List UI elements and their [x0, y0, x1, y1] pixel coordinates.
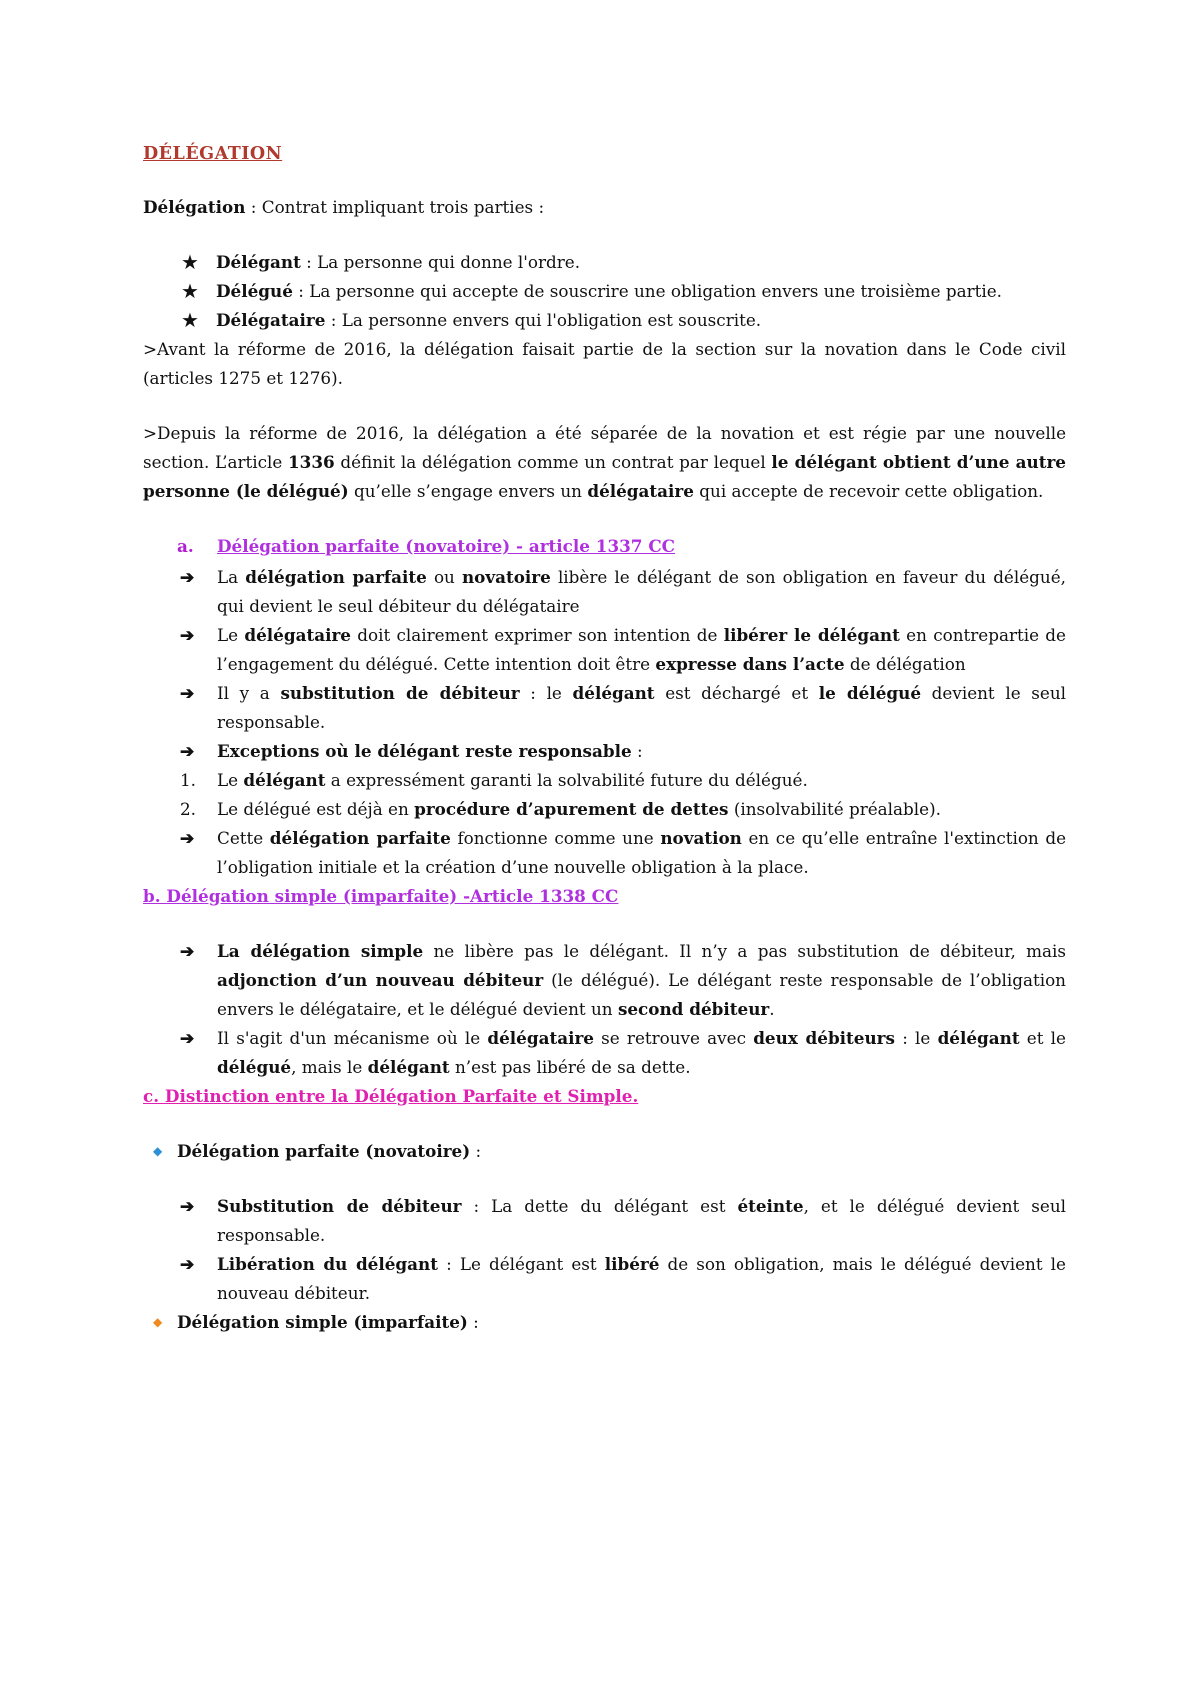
section-b-list: [143, 937, 1066, 1082]
definition-term: Délégation: [143, 197, 246, 217]
list-item: ➔ Il y a substitution de débiteur : le délégant est déchargé et le délégué devient le seul responsable.: [143, 679, 1066, 737]
list-item: ★ Délégataire : La personne envers qui l'obligation est souscrite.: [143, 306, 1066, 335]
list-item: ★ Délégant : La personne qui donne l'ordre.: [143, 248, 1066, 277]
section-a-link[interactable]: Délégation parfaite (novatoire) - article 1337 CC: [217, 536, 676, 556]
exceptions-list: [143, 766, 1066, 824]
arrow-right-icon: ➔: [180, 625, 195, 645]
section-a-marker: a.: [177, 536, 194, 556]
list-item: ➔ Exceptions où le délégant reste responsable :: [143, 737, 1066, 766]
definition-paragraph: Délégation : Contrat impliquant trois parties :: [143, 197, 545, 217]
diamond-bullet-icon: ◆: [153, 1144, 163, 1158]
list-item: ➔ Libération du délégant : Le délégant est libéré de son obligation, mais le délégué devient le nouveau débiteur.: [143, 1250, 1066, 1308]
section-b-heading: [143, 882, 1066, 911]
distinction-item-parfaite: ◆ Délégation parfaite (novatoire) :: [143, 1137, 1066, 1166]
distinction-item-simple: ◆ Délégation simple (imparfaite) :: [143, 1308, 1066, 1337]
list-item: ➔ Le délégataire doit clairement exprimer son intention de libérer le délégant en contrepartie de l’engagement du délégué. Cette intention doit être expresse dans l’acte de délégation: [143, 621, 1066, 679]
star-icon: ★: [181, 250, 199, 274]
section-c-heading: [143, 1082, 1066, 1111]
list-item: ★ Délégué : La personne qui accepte de souscrire une obligation envers une troisième partie.: [143, 277, 1066, 306]
list-item: ➔ Cette délégation parfaite fonctionne comme une novation en ce qu’elle entraîne l'extinction de l’obligation initiale et la création d’une nouvelle obligation à la place.: [143, 824, 1066, 882]
star-icon: ★: [181, 308, 199, 332]
arrow-right-icon: ➔: [180, 1196, 195, 1216]
page-title: DÉLÉGATION: [143, 144, 283, 164]
section-a-list-end: [143, 824, 1066, 882]
section-a-list: [143, 563, 1066, 766]
section-a-heading: [143, 532, 1066, 561]
section-c-list: [143, 1192, 1066, 1308]
list-item: 1. Le délégant a expressément garanti la solvabilité future du délégué.: [180, 770, 808, 790]
star-icon: ★: [181, 279, 199, 303]
paragraph-avant: >Avant la réforme de 2016, la délégation faisait partie de la section sur la novation dans le Code civil (articles 1275 et 1276).: [143, 339, 1066, 388]
arrow-right-icon: ➔: [180, 1254, 195, 1274]
arrow-right-icon: ➔: [180, 941, 195, 961]
section-c-link[interactable]: c. Distinction entre la Délégation Parfaite et Simple.: [143, 1086, 639, 1106]
list-item: ➔ La délégation parfaite ou novatoire libère le délégant de son obligation en faveur du délégué, qui devient le seul débiteur du délégataire: [143, 563, 1066, 621]
arrow-right-icon: ➔: [180, 567, 195, 587]
list-item: ➔ Substitution de débiteur : La dette du délégant est éteinte, et le délégué devient seul responsable.: [143, 1192, 1066, 1250]
list-item: ➔ La délégation simple ne libère pas le délégant. Il n’y a pas substitution de débiteur, mais adjonction d’un nouveau débiteur (le délégué). Le délégant reste responsable de l’obligation envers le délégataire, et le délégué devient un second débiteur.: [143, 937, 1066, 1024]
list-item: 2. Le délégué est déjà en procédure d’apurement de dettes (insolvabilité préalable).: [180, 799, 941, 819]
section-b-link[interactable]: b. Délégation simple (imparfaite) -Article 1338 CC: [143, 886, 619, 906]
diamond-bullet-icon: ◆: [153, 1315, 163, 1329]
list-item: ➔ Il s'agit d'un mécanisme où le délégataire se retrouve avec deux débiteurs : le délégant et le délégué, mais le délégant n’est pas libéré de sa dette.: [143, 1024, 1066, 1082]
arrow-right-icon: ➔: [180, 741, 195, 761]
parties-list: [143, 248, 1066, 335]
arrow-right-icon: ➔: [180, 683, 195, 703]
arrow-right-icon: ➔: [180, 828, 195, 848]
paragraph-depuis: >Depuis la réforme de 2016, la délégation a été séparée de la novation et est régie par une nouvelle section. L’article 1336 définit la délégation comme un contrat par lequel le délégant obtient d’une autre personne (le délégué) qu’elle s’engage envers un délégataire qui accepte de recevoir cette obligation.: [143, 423, 1066, 501]
arrow-right-icon: ➔: [180, 1028, 195, 1048]
